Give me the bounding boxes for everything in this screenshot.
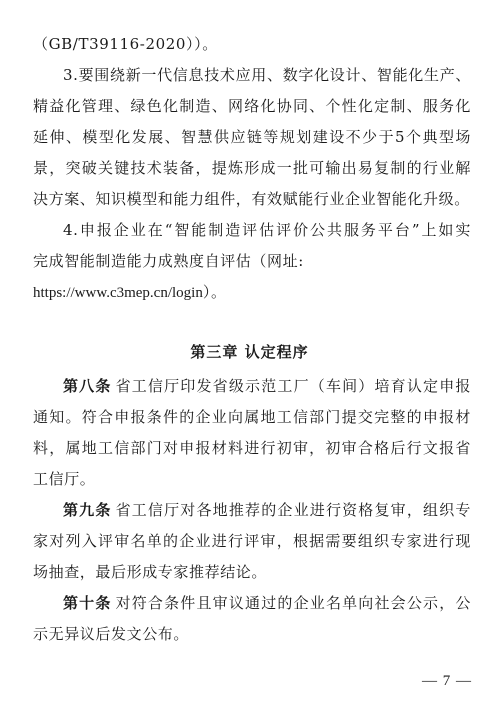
chapter-title: 第三章 认定程序 <box>190 343 309 361</box>
item-3-line-1: 3.要围绕新一代信息技术应用、数字化设计、智能化生产、 <box>63 66 471 84</box>
article-8-label: 第八条 <box>63 377 112 395</box>
article-8-first-text: 省工信厅印发省级示范工厂（车间）培育认定申报 <box>115 377 471 395</box>
item-4-line-2: 完成智能制造能力成熟度自评估（网址: <box>33 252 304 270</box>
article-9-label: 第九条 <box>63 501 112 519</box>
article-9-first-text: 省工信厅对各地推荐的企业进行资格复审，组织专 <box>115 501 471 519</box>
item-4-url-line <box>33 279 471 305</box>
page-number: — 7 — <box>422 673 472 689</box>
article-8-line-2: 通知。符合申报条件的企业向属地工信部门提交完整的申报材 <box>33 408 471 426</box>
url-closing-punctuation: ）。 <box>202 283 227 301</box>
item-3-line-3: 延伸、模型化发展、智慧供应链等规划建设不少于5个典型场 <box>33 128 471 146</box>
platform-url[interactable]: https://www.c3mep.cn/login <box>33 285 203 301</box>
article-10-label: 第十条 <box>63 594 112 612</box>
article-9-line-3: 场抽查，最后形成专家推荐结论。 <box>33 563 268 581</box>
article-10-first-text: 对符合条件且审议通过的企业名单向社会公示，公 <box>115 594 471 612</box>
item-3-line-5: 决方案、知识模型和能力组件，有效赋能行业企业智能化升级。 <box>33 190 470 208</box>
article-8-line-1 <box>63 373 471 399</box>
article-10-line-1 <box>63 590 471 616</box>
article-9-line-1 <box>63 497 471 523</box>
article-10-line-2: 示无异议后发文公布。 <box>33 625 190 643</box>
article-9-line-2: 家对列入评审名单的企业进行评审，根据需要组织专家进行现 <box>33 532 471 550</box>
item-4-line-1: 4.申报企业在“智能制造评估评价公共服务平台”上如实 <box>63 221 471 239</box>
article-8-line-4: 工信厅。 <box>33 470 96 488</box>
item-3-line-2: 精益化管理、绿色化制造、网络化协同、个性化定制、服务化 <box>33 97 471 115</box>
item-3-line-4: 景，突破关键技术装备，提炼形成一批可输出易复制的行业解 <box>33 159 471 177</box>
article-8-line-3: 料，属地工信部门对申报材料进行初审，初审合格后行文报省 <box>33 439 471 457</box>
standard-reference-line: （GB/T39116-2020））。 <box>33 35 218 53</box>
